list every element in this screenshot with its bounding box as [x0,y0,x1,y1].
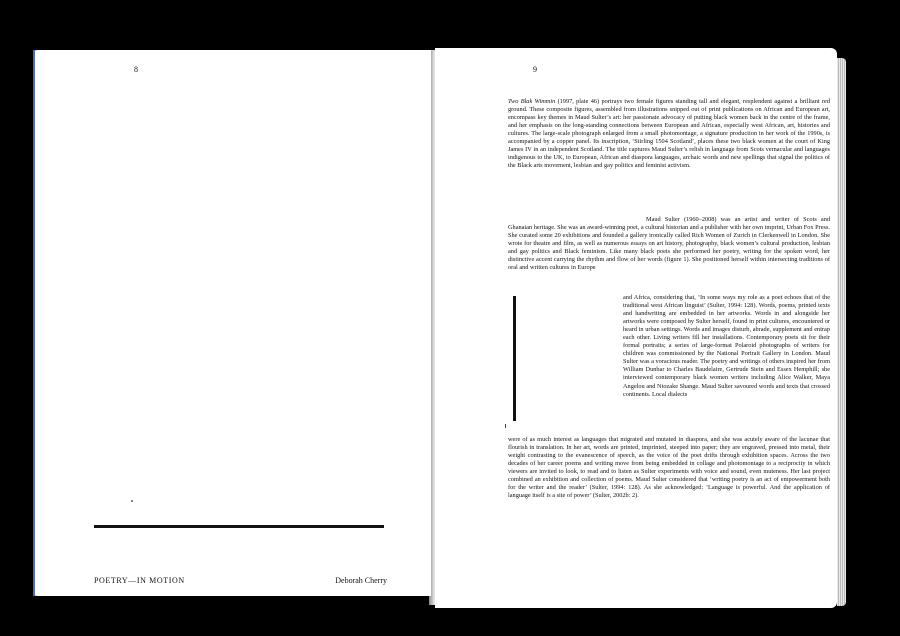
paragraph-text: Two Blak Wimmin (1997, plate 46) portrays two female figures standing tall and elegant, resplendent against a brilliant red ground. These composite figures, assembled from illustrations snipped out of print publications on African and European art, encompass key themes in Maud Sulter’s art: her passionate advocacy of putting black women back in the centre of the frame, and her emphasis on the long-standing connections between European and African, especially west African, art, histories and cultures. The large-scale photograph enlarged from a small photomontage, a signature production in her work of the 1990s, is accompanied by a copper panel. Its inscription, ‘Stirling 1504 Scotland’, places these two black women at the court of King James IV in an independent Scotland. The title captures Maud Sulter’s relish in language from Scots vernacular and languages indigenous to the UK, to European, African and diaspora languages, archaic words and new spellings that signal the politics of the Black arts movement, lesbian and gay politics and feminist activism. [508,98,830,170]
page-speck [131,500,133,502]
page-number-right: 9 [533,65,537,74]
page-number-left: 8 [134,65,138,74]
paragraph-text: Maud Sulter (1960–2008) was an artist and writer of Scots and Ghanaian heritage. She was an award-winning poet, a cultural historian and a publisher with her own imprint, Urban Fox Press. She curated some 20 exhibitions and founded a gallery ironically called Rich Women of Zurich in Clerkenwell in London. She wrote for theatre and film, as well as numerous essays on art history, photography, black women’s cultural production, lesbian and gay politics and Black feminism. Like many black poets she performed her poetry, writing for the spoken word, her distinctive accent carrying the rhythm and flow of her words (figure 1). She positioned herself within intersecting traditions of oral and written cultures in Europe [508,216,830,272]
body-paragraph-2-end [508,436,830,556]
right-page [435,48,837,608]
body-paragraph-2-start [508,216,830,294]
horizontal-rule [94,525,384,528]
footer-running-title: POETRY—IN MOTION [94,576,185,585]
footer-author: Deborah Cherry [335,576,387,585]
left-page [33,50,431,596]
page-edges [837,58,846,606]
margin-mark [505,424,506,428]
paragraph-text: and Africa, considering that, ‘In some ways my role as a poet echoes that of the traditional west African linguist’ (Sulter, 1994: 128). Words, poems, printed texts and handwriting are embedded in her artworks. Words in and alongside her artworks were composed by Sulter herself, found in print cultures, encountered or heard in urban settings. Words and images disturb, abrade, supplement and entrap each other. Living writers fill her installations. Contemporary poets sit for their formal portraits; a series of large-format Polaroid photographs of writers for children was commissioned by the National Portrait Gallery in London. Maud Sulter was a voracious reader. The poetry and writings of others inspired her from William Dunbar to Charles Baudelaire, Gertrude Stein and Essex Hemphill; she interviewed contemporary black women writers including Alice Walker, Maya Angelou and Ntozake Shange. Maud Sulter savoured words and texts that crossed continents. Local dialects [623,294,830,398]
cover-edge [33,50,35,596]
artwork-title: Two Blak Wimmin [508,98,556,105]
vertical-rule [513,296,516,421]
body-paragraph-2-inset [623,294,830,436]
paragraph-text: were of as much interest as languages that migrated and mutated in diaspora, and she was acutely aware of the lacunae that flourish in translation. In her art, words are printed, imprinted, steeped into paper; they are engraved, pressed into metal, their weight contrasting to the evanescence of speech, as the voice of the poet drifts through exhibition spaces. Across the two decades of her career poems and writing move from being embedded in collage and photomontage to a reciprocity in which viewers are invited to look, to read and to listen as Sulter experiments with voice and sound, even muteness. Her last project combined an exhibition and collection of poems. Maud Sulter considered that ‘writing poetry is an act of empowerment both for the writer and the reader’ (Sulter, 1994: 128). As she acknowledged: ‘Language is powerful. And the application of language itself is a site of power’ (Sulter, 2002b: 2). [508,436,830,500]
